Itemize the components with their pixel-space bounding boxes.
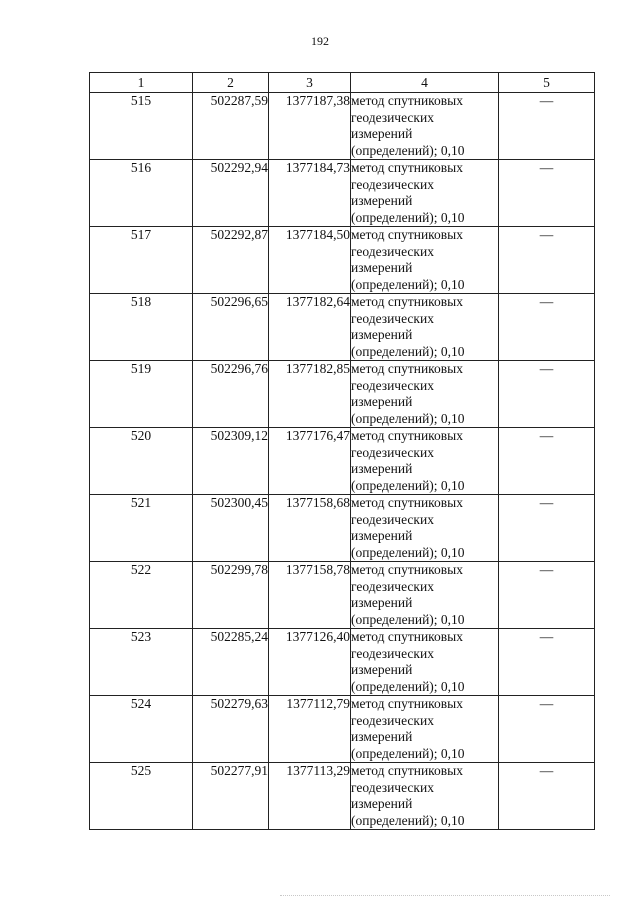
point-number-cell: 525	[90, 763, 193, 830]
x-coordinate-cell: 502287,59	[193, 93, 269, 160]
point-number-cell: 517	[90, 227, 193, 294]
method-cell: метод спутниковых геодезических измерений (определений); 0,10	[351, 428, 499, 495]
y-coordinate-cell: 1377184,50	[269, 227, 351, 294]
table-row	[90, 495, 595, 562]
mark-cell: —	[499, 361, 595, 428]
point-number-cell: 523	[90, 629, 193, 696]
x-coordinate-cell: 502292,87	[193, 227, 269, 294]
method-cell: метод спутниковых геодезических измерений (определений); 0,10	[351, 93, 499, 160]
mark-cell: —	[499, 428, 595, 495]
method-cell: метод спутниковых геодезических измерений (определений); 0,10	[351, 160, 499, 227]
x-coordinate-cell: 502299,78	[193, 562, 269, 629]
mark-cell: —	[499, 294, 595, 361]
table-row	[90, 629, 595, 696]
coordinates-table	[89, 72, 595, 830]
header-row	[90, 73, 595, 93]
table-row	[90, 562, 595, 629]
mark-cell: —	[499, 629, 595, 696]
x-coordinate-cell: 502296,76	[193, 361, 269, 428]
table-row	[90, 294, 595, 361]
point-number-cell: 524	[90, 696, 193, 763]
table-row	[90, 227, 595, 294]
method-cell: метод спутниковых геодезических измерений (определений); 0,10	[351, 227, 499, 294]
mark-cell: —	[499, 763, 595, 830]
header-col-3: 3	[269, 73, 351, 93]
table-row	[90, 361, 595, 428]
method-cell: метод спутниковых геодезических измерений (определений); 0,10	[351, 495, 499, 562]
method-cell: метод спутниковых геодезических измерений (определений); 0,10	[351, 361, 499, 428]
x-coordinate-cell: 502277,91	[193, 763, 269, 830]
point-number-cell: 515	[90, 93, 193, 160]
y-coordinate-cell: 1377187,38	[269, 93, 351, 160]
point-number-cell: 518	[90, 294, 193, 361]
method-cell: метод спутниковых геодезических измерений (определений); 0,10	[351, 562, 499, 629]
scan-artifact-line	[280, 895, 610, 898]
table-body	[90, 93, 595, 830]
y-coordinate-cell: 1377113,29	[269, 763, 351, 830]
table-row	[90, 763, 595, 830]
x-coordinate-cell: 502300,45	[193, 495, 269, 562]
method-cell: метод спутниковых геодезических измерений (определений); 0,10	[351, 294, 499, 361]
x-coordinate-cell: 502279,63	[193, 696, 269, 763]
header-col-5: 5	[499, 73, 595, 93]
mark-cell: —	[499, 227, 595, 294]
method-cell: метод спутниковых геодезических измерений (определений); 0,10	[351, 696, 499, 763]
table-row	[90, 428, 595, 495]
point-number-cell: 522	[90, 562, 193, 629]
header-col-2: 2	[193, 73, 269, 93]
point-number-cell: 521	[90, 495, 193, 562]
x-coordinate-cell: 502309,12	[193, 428, 269, 495]
y-coordinate-cell: 1377182,85	[269, 361, 351, 428]
mark-cell: —	[499, 562, 595, 629]
table-header	[90, 73, 595, 93]
x-coordinate-cell: 502296,65	[193, 294, 269, 361]
y-coordinate-cell: 1377184,73	[269, 160, 351, 227]
table-row	[90, 696, 595, 763]
mark-cell: —	[499, 696, 595, 763]
point-number-cell: 516	[90, 160, 193, 227]
y-coordinate-cell: 1377112,79	[269, 696, 351, 763]
mark-cell: —	[499, 93, 595, 160]
y-coordinate-cell: 1377126,40	[269, 629, 351, 696]
table-row	[90, 160, 595, 227]
y-coordinate-cell: 1377158,68	[269, 495, 351, 562]
y-coordinate-cell: 1377182,64	[269, 294, 351, 361]
header-col-1: 1	[90, 73, 193, 93]
x-coordinate-cell: 502285,24	[193, 629, 269, 696]
page-number: 192	[311, 34, 329, 48]
table-row	[90, 93, 595, 160]
point-number-cell: 519	[90, 361, 193, 428]
method-cell: метод спутниковых геодезических измерений (определений); 0,10	[351, 629, 499, 696]
mark-cell: —	[499, 160, 595, 227]
y-coordinate-cell: 1377158,78	[269, 562, 351, 629]
method-cell: метод спутниковых геодезических измерений (определений); 0,10	[351, 763, 499, 830]
x-coordinate-cell: 502292,94	[193, 160, 269, 227]
point-number-cell: 520	[90, 428, 193, 495]
header-col-4: 4	[351, 73, 499, 93]
mark-cell: —	[499, 495, 595, 562]
y-coordinate-cell: 1377176,47	[269, 428, 351, 495]
